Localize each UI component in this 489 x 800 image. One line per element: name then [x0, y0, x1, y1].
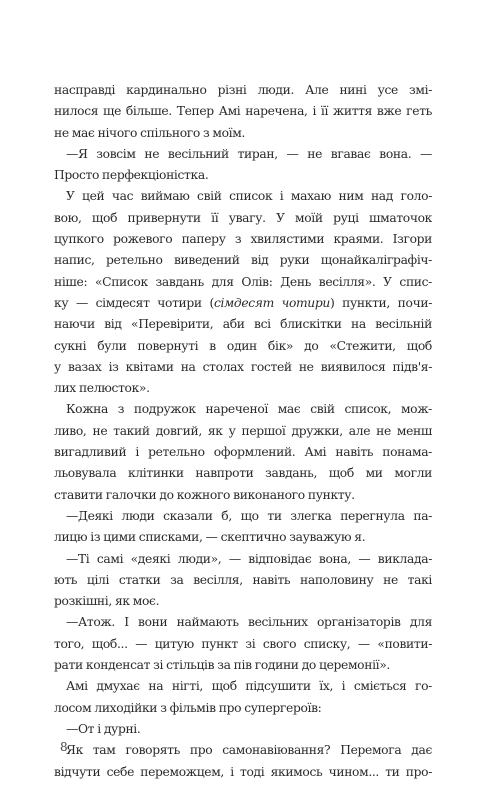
text-line: ніше: «Список завдань для Олів: День весілля». У спис- — [54, 274, 432, 289]
body-text — [54, 80, 432, 783]
text-line: вигадливий і ретельно оформлений. Амі навіть понама- — [54, 445, 432, 460]
text-line: ливо, не такий довгий, як у першої дружки, але не менш — [54, 423, 432, 438]
text-line: Просто перфекціоністка. — [54, 168, 209, 183]
text-line: того, щоб... — цитую пункт зі свого списку, — «повити- — [54, 636, 432, 651]
text-line: —Я зовсім не весільний тиран, — не вгаває вона. — — [66, 146, 432, 161]
text-line: відчути себе переможцем, і тоді якимось чином... ти про- — [54, 764, 432, 779]
text-line: —Атож. І вони наймають весільних організаторів для — [66, 615, 432, 630]
text-line: Амі дмухає на нігті, щоб підсушити їх, і сміється го- — [66, 679, 432, 694]
text-line: Як там говорять про самонавіювання? Перемога дає — [66, 743, 432, 758]
text-line: рати конденсат зі стільців за пів години до церемонії». — [54, 658, 390, 673]
text-line: розкішні, як моє. — [54, 594, 160, 609]
text-line: у вазах із квітами на столах гостей не виявилося підв'я- — [54, 359, 432, 374]
page-number: 8 — [60, 740, 68, 754]
text-line: —Ті самі «деякі люди», — відповідає вона, — виклада- — [66, 551, 432, 566]
text-line: насправді кардинально різні люди. Але нині усе змі- — [54, 83, 432, 97]
text-line: ють цілі статки за весілля, навіть наполовину не такі — [54, 572, 432, 587]
text-line: не має нічого спільного з моїм. — [54, 125, 246, 140]
italic-text: сімдесят чотири — [213, 295, 330, 310]
text-line: лицю із цими списками, — скептично зауважую я. — [54, 530, 366, 545]
text-line: сукні були повернуті в один бік» до «Стежити, щоб — [54, 338, 432, 353]
text-line: —От і дурні. — [66, 721, 141, 736]
text-line: лосом лиходійки з фільмів про супергероїв: — [54, 700, 322, 715]
text-line: Кожна з подружок нареченої має свій список, мож- — [66, 402, 432, 417]
text-line: ставити галочки до кожного виконаного пункту. — [54, 487, 355, 502]
text-line: льовувала клітинки навпроти завдань, щоб ми могли — [54, 466, 432, 481]
text-line: напис, ретельно виведений від руки щонайкаліграфіч- — [54, 253, 432, 268]
text-line: —Деякі люди сказали б, що ти злегка перегнула па- — [66, 508, 432, 523]
text-line: нилося ще більше. Тепер Амі наречена, і її життя вже геть — [54, 104, 432, 119]
text-line: У цей час виймаю свій список і махаю ним над голо- — [66, 189, 432, 204]
text-line: ку — сімдесят чотири (сімдесят чотири) пункти, почи- — [54, 295, 432, 310]
text-line: вою, щоб привернути її увагу. У моїй руці шматочок — [54, 210, 432, 225]
text-line: цупкого рожевого паперу з хвилястими краями. Ізгори — [54, 232, 432, 247]
text-line: лих пелюсток». — [54, 381, 150, 396]
text-line: наючи від «Перевірити, аби всі блискітки на весільній — [54, 317, 432, 332]
